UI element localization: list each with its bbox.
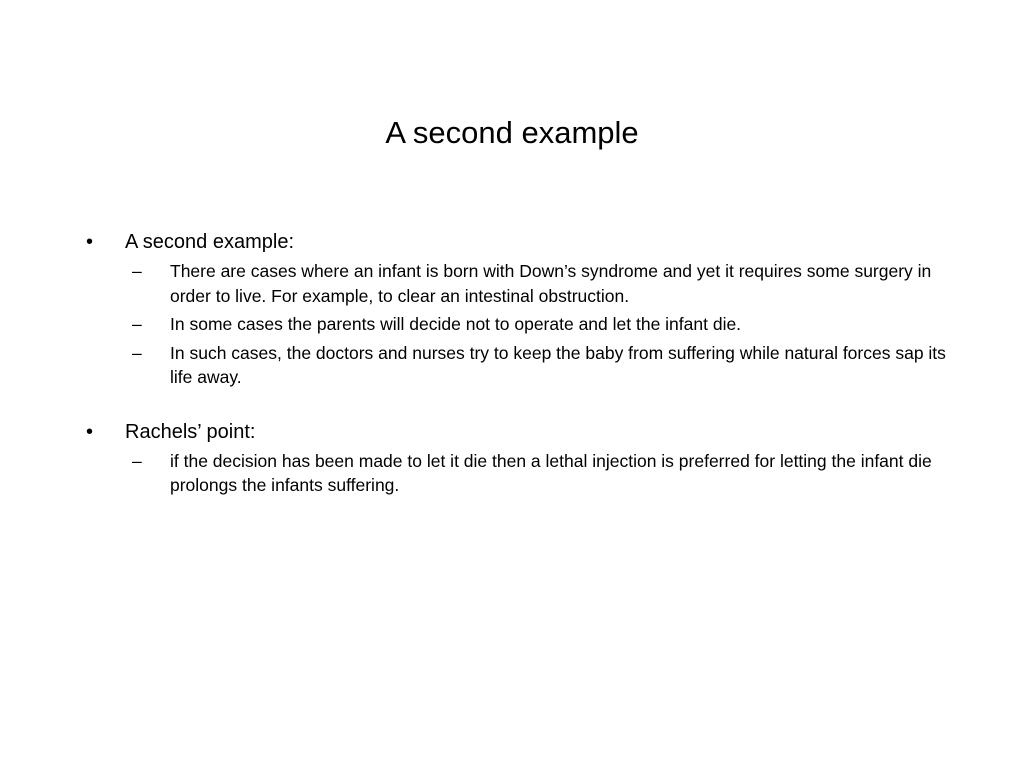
sub-bullet-text: In some cases the parents will decide not to operate and let the infant die. <box>170 314 742 334</box>
dash-marker: – <box>132 450 142 471</box>
sub-bullet-item <box>132 341 946 390</box>
slide-content <box>86 228 946 502</box>
bullet-heading: A second example: <box>125 231 294 253</box>
section-spacer <box>86 394 946 418</box>
sub-bullet-text: There are cases where an infant is born with Down’s syndrome and yet it requires some surgery in order to live. For example, to clear an intestinal obstruction. <box>170 261 932 306</box>
sub-bullet-text: if the decision has been made to let it die then a lethal injection is preferred for letting the infant die prolongs the infants suffering. <box>170 450 932 495</box>
bullet-marker: • <box>86 420 94 443</box>
dash-marker: – <box>132 261 142 281</box>
slide-title: A second example <box>385 115 639 150</box>
sub-bullet-list <box>86 259 946 390</box>
sub-bullet-item <box>132 312 946 337</box>
sub-bullet-item <box>132 449 946 498</box>
sub-bullet-item <box>132 259 946 308</box>
bullet-marker: • <box>86 231 94 253</box>
sub-bullet-list <box>86 449 946 498</box>
bullet-section-rachels-point <box>86 418 946 446</box>
sub-bullet-text: In such cases, the doctors and nurses try to keep the baby from suffering while natural forces sap its life away. <box>170 342 946 387</box>
dash-marker: – <box>132 342 142 363</box>
bullet-section-example <box>86 228 946 256</box>
bullet-heading: Rachels’ point: <box>125 420 256 443</box>
dash-marker: – <box>132 314 142 334</box>
